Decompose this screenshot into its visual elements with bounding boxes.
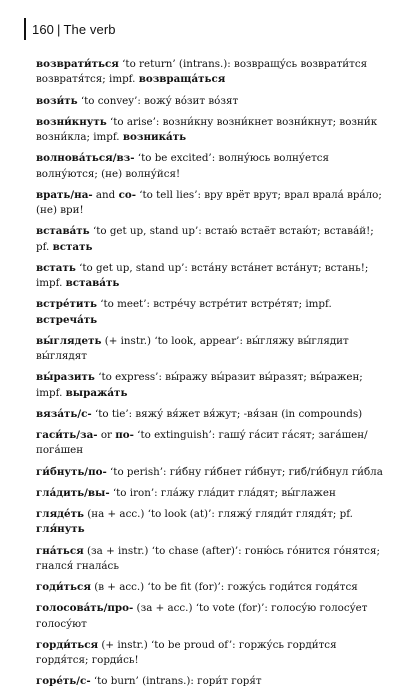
- definition: ‘to get up, stand up’: вста́ну вста́нет вста́нут; встань!; impf.: [36, 261, 369, 289]
- headword: вы́разить: [36, 371, 95, 384]
- definition: ‘to meet’: встре́чу встре́тит встре́тят; impf.: [96, 298, 332, 311]
- entry: [36, 544, 386, 574]
- entry: [36, 115, 386, 145]
- entry: [36, 486, 386, 501]
- headword: гла́дить/вы-: [36, 486, 110, 499]
- headword-variant: по-: [115, 429, 134, 442]
- definition: ‘to get up, stand up’: встаю́ встаёт встаю́т; встава́й!; pf.: [36, 225, 374, 253]
- definition: ‘to tell lies’: вру врёт врут; врал врала́ вра́ло; (не) ври!: [36, 188, 382, 216]
- definition: ‘to perish’: ги́бну ги́бнет ги́бнут; гиб/ги́бнул ги́бла: [106, 465, 383, 478]
- definition: ‘to return’ (intrans.): возвращу́сь возврати́тся возвратя́тся; impf.: [36, 58, 368, 86]
- headword: гна́ться: [36, 544, 84, 557]
- definition: ‘to arise’: возни́кну возни́кнет возни́кнут; возни́к возни́кла; impf.: [36, 115, 378, 143]
- aspect-pair: встава́ть: [65, 277, 120, 289]
- definition: ‘to express’: вы́ражу вы́разит вы́разят; вы́ражен; impf.: [36, 371, 363, 399]
- dictionary-entries: [36, 57, 386, 696]
- entry: [36, 601, 386, 631]
- headword: волнова́ться/вз-: [36, 152, 135, 165]
- aspect-pair: встать: [52, 240, 93, 253]
- definition: (+ instr.) ‘to look, appear’: вы́гляжу вы́глядит вы́глядят: [36, 334, 349, 362]
- headword: вяза́ть/с-: [36, 407, 92, 420]
- aspect-pair: встреча́ть: [36, 313, 98, 326]
- aspect-pair: возвраща́ться: [138, 73, 226, 86]
- entry: [36, 580, 386, 595]
- headword: голосова́ть/про-: [36, 602, 134, 615]
- entry: [36, 151, 386, 181]
- definition: ‘to extinguish’: гашу́ га́сит га́сят; зага́шен/пога́шен: [36, 429, 368, 457]
- entry: [36, 507, 386, 537]
- aspect-pair: гля́нуть: [36, 523, 85, 536]
- section-title: The verb: [63, 21, 116, 37]
- headword: ги́бнуть/по-: [36, 465, 107, 478]
- entry: [36, 224, 386, 254]
- headword: возни́кнуть: [36, 115, 107, 128]
- headword: встре́тить: [36, 298, 97, 311]
- headword: врать/на-: [36, 188, 93, 201]
- entry: [36, 188, 386, 218]
- definition: (за + acc.) ‘to vote (for)’: голосу́ю голосу́ет голосу́ют: [36, 602, 368, 630]
- definition: (в + acc.) ‘to be fit (for)’: гожу́сь годи́тся годя́тся: [90, 581, 358, 594]
- aspect-pair: выража́ть: [65, 386, 128, 399]
- entry: [36, 674, 386, 689]
- headword: годи́ться: [36, 581, 91, 594]
- headword: горди́ться: [36, 638, 99, 651]
- definition: (за + instr.) ‘to chase (after)’: гоню́сь го́нится го́нятся; гнался́ гнала́сь: [36, 544, 380, 572]
- header-rule: [24, 18, 26, 40]
- entry: [36, 261, 386, 291]
- headword-variant: со-: [118, 188, 136, 201]
- entry: [36, 297, 386, 327]
- aspect-pair: возника́ть: [122, 131, 187, 143]
- entry: [36, 370, 386, 400]
- definition: (+ instr.) ‘to be proud of’: горжу́сь горди́тся гордя́тся; горди́сь!: [36, 638, 337, 667]
- headword: возврати́ться: [36, 58, 119, 70]
- entry: [36, 428, 386, 458]
- entry: [36, 94, 386, 109]
- headword: гляде́ть: [36, 508, 84, 521]
- definition: ‘to burn’ (intrans.): гори́т горя́т: [90, 675, 262, 688]
- entry: [36, 334, 386, 364]
- entry: [36, 407, 386, 422]
- headword: встава́ть: [36, 225, 90, 238]
- headword: вы́глядеть: [36, 334, 102, 347]
- definition: ‘to convey’: вожу́ во́зит во́зят: [77, 94, 239, 107]
- entry: [36, 465, 386, 480]
- headword: вози́ть: [36, 94, 78, 107]
- headword: встать: [36, 261, 76, 274]
- definition: ‘to tie’: вяжу́ вя́жет вя́жут; -вя́зан (in compounds): [91, 407, 363, 420]
- definition: ‘to iron’: гла́жу гла́дит гла́дят; вы́глажен: [109, 486, 336, 499]
- running-header: [24, 18, 116, 40]
- entry: [36, 638, 386, 668]
- definition: and: [92, 188, 119, 201]
- definition: (на + acc.) ‘to look (at)’: гляжу́ гляди́т глядя́т; pf.: [83, 508, 353, 521]
- definition: or: [97, 429, 116, 442]
- definition: ‘to be excited’: волну́юсь волну́ется волну́ются; (не) волну́йся!: [36, 152, 330, 180]
- headword: гаси́ть/за-: [36, 429, 98, 442]
- page-number: 160: [32, 21, 54, 37]
- headword: горе́ть/с-: [36, 675, 91, 688]
- header-separator: |: [57, 21, 61, 37]
- entry: [36, 57, 386, 87]
